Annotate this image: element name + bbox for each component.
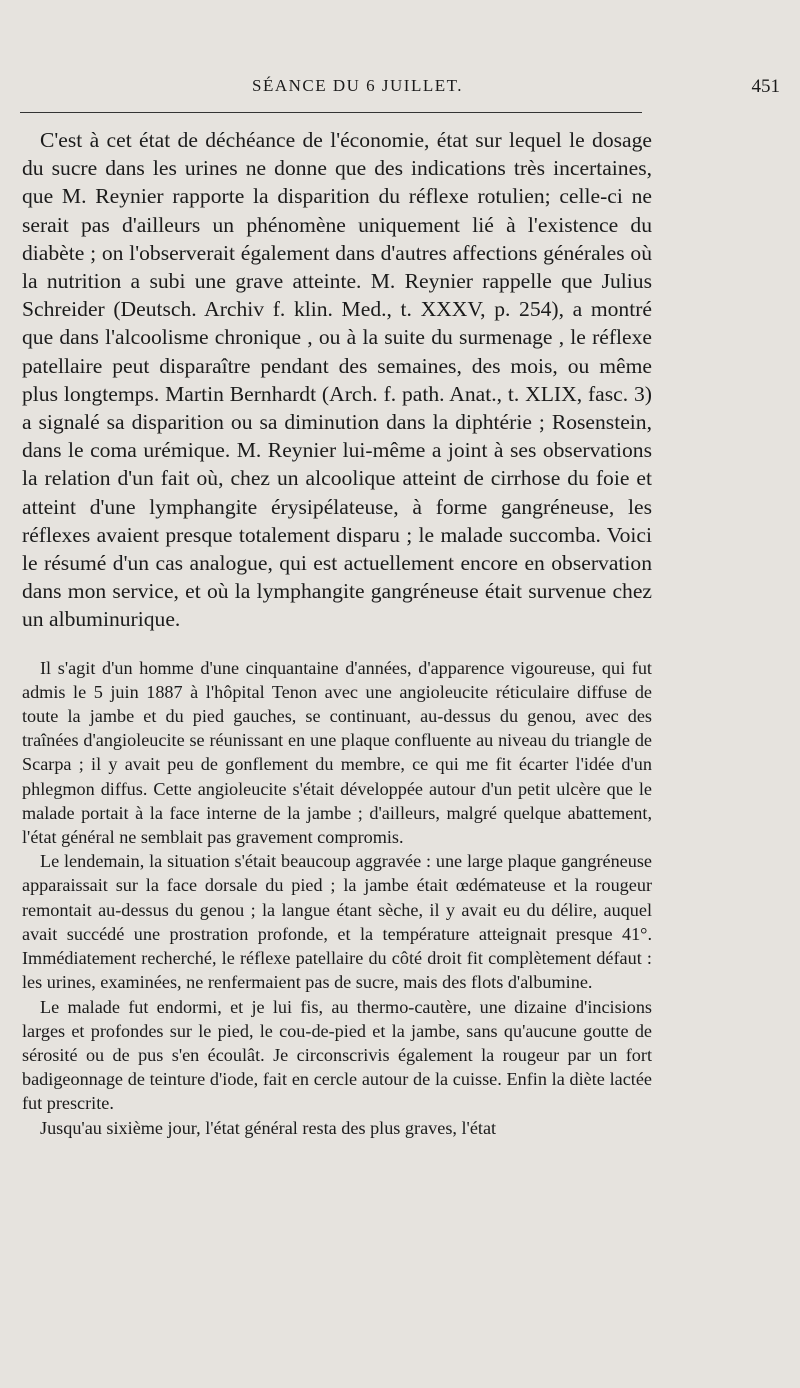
running-head-title: SÉANCE DU 6 JUILLET.	[252, 76, 463, 95]
paragraph-case-admission: Il s'agit d'un homme d'une cinquantaine d'années, d'apparence vigoureuse, qui fut admis le 5 juin 1887 à l'hôpital Tenon avec une angioleucite réticulaire diffuse de toute la jambe et du pied gauches, se continuant, au-dessus du genou, avec des traînées d'angioleucite se réunissant en une plaque confluente au niveau du triangle de Scarpa ; il y avait peu de gonflement du membre, ce qui me fit écarter l'idée d'un phlegmon diffus. Cette angioleucite s'était développée autour d'un petit ulcère que le malade portait à la face interne de la jambe ; d'ailleurs, malgré quelque abattement, l'état général ne semblait pas gravement compromis.	[22, 657, 652, 848]
body-text	[22, 126, 652, 1140]
paragraph-case-next-day: Le lendemain, la situation s'était beaucoup aggravée : une large plaque gangréneuse apparaissait sur la face dorsale du pied ; la jambe était œdémateuse et la rougeur remontait au-dessus du genou ; la langue étant sèche, il y avait eu du délire, auquel avait succédé une prostration profonde, et la température atteignait presque 41°. Immédiatement recherché, le réflexe patellaire du côté droit fit complètement défaut : les urines, examinées, ne renfermaient pas de sucre, mais des flots d'albumine.	[22, 851, 652, 993]
paragraph-spacer	[22, 634, 652, 656]
running-head	[20, 76, 780, 100]
paragraph-case-treatment: Le malade fut endormi, et je lui fis, au thermo-cautère, une dizaine d'incisions larges et profondes sur le pied, le cou-de-pied et la jambe, sans qu'aucune goutte de sérosité ou de pus s'en écoulât. Je circonscrivis également la rougeur par un fort badigeonnage de teinture d'iode, fait en cercle autour de la cuisse. Enfin la diète lactée fut prescrite.	[22, 996, 652, 1114]
paragraph-discussion: C'est à cet état de déchéance de l'économie, état sur lequel le dosage du sucre dans les urines ne donne que des indications très incertaines, que M. Reynier rapporte la disparition du réflexe rotulien; celle-ci ne serait pas d'ailleurs un phénomène uniquement lié à l'existence du diabète ; on l'observerait également dans d'autres affections générales où la nutrition a subi une grave atteinte. M. Reynier rappelle que Julius Schreider (Deutsch. Archiv f. klin. Med., t. XXXV, p. 254), a montré que dans l'alcoolisme chronique , ou à la suite du surmenage , le réflexe patellaire peut disparaître pendant des semaines, des mois, ou même plus longtemps. Martin Bernhardt (Arch. f. path. Anat., t. XLIX, fasc. 3) a signalé sa disparition ou sa diminution dans la diphtérie ; Rosenstein, dans le coma urémique. M. Reynier lui-même a joint à ses observations la relation d'un fait où, chez un alcoolique atteint de cirrhose du foie et atteint d'une lymphangite érysipélateuse, à forme gangréneuse, les réflexes avaient presque totalement disparu ; le malade succomba. Voici le résumé d'un cas analogue, qui est actuellement encore en observation dans mon service, et où la lymphangite gangréneuse était survenue chez un albuminurique.	[22, 128, 652, 632]
paragraph-case-continuation: Jusqu'au sixième jour, l'état général resta des plus graves, l'état	[40, 1117, 497, 1138]
header-rule	[20, 112, 642, 113]
page-number: 451	[751, 76, 780, 97]
